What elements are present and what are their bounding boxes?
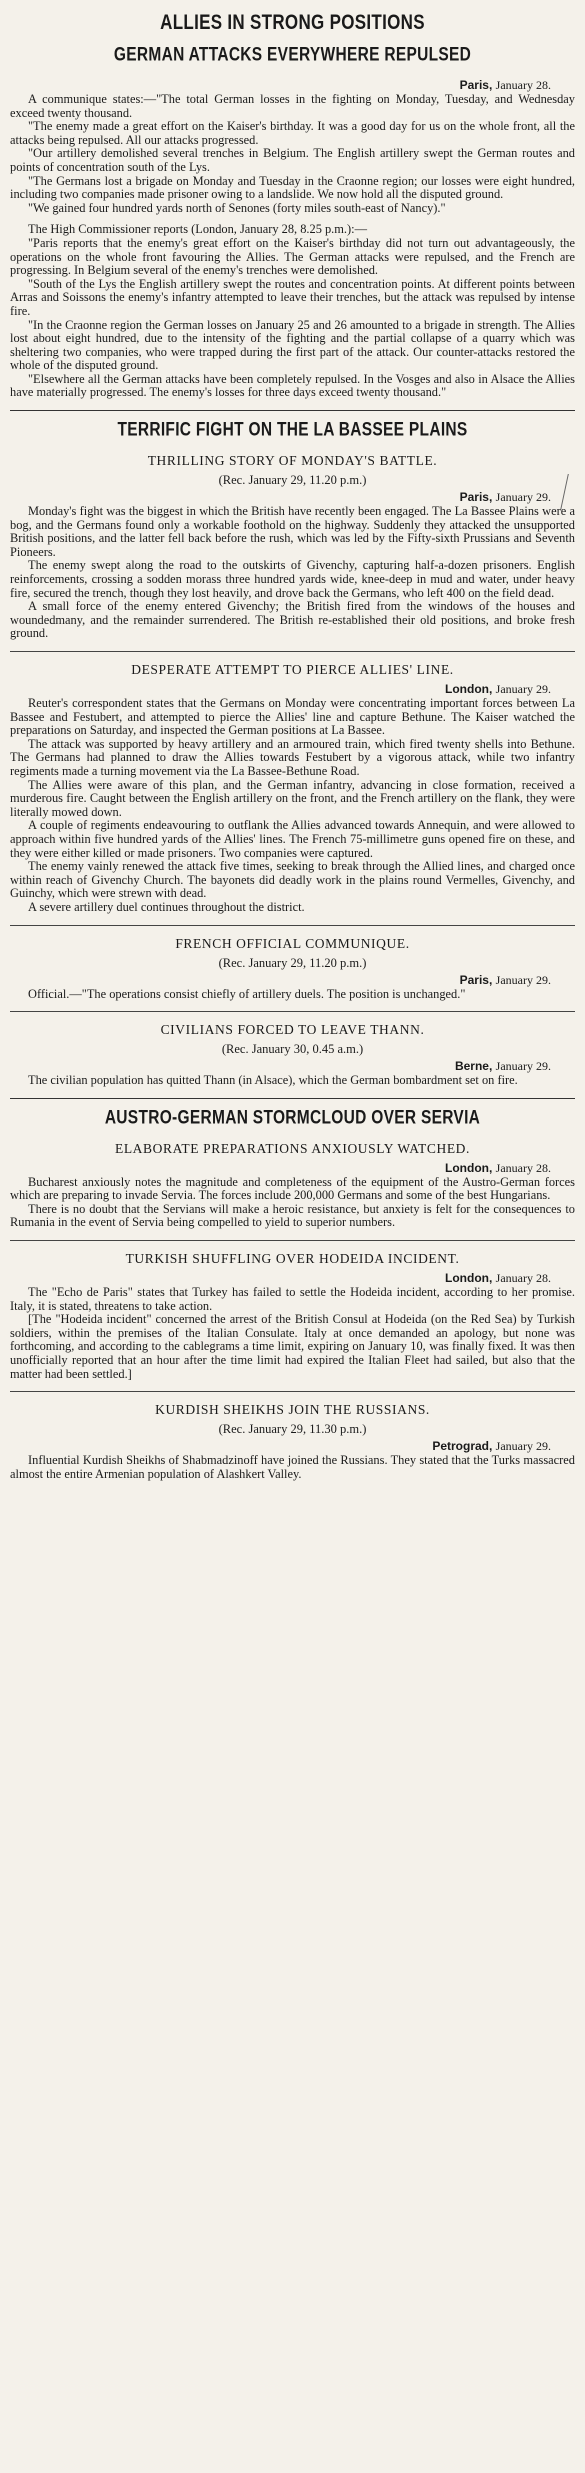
paragraph: A communique states:—"The total German losses in the fighting on Monday, Tuesday, and Wednesday exceed twenty thousand. (10, 92, 575, 120)
dateline-place: Berne, (454, 1059, 493, 1074)
divider (10, 1240, 575, 1241)
paragraph: The attack was supported by heavy artillery and an armoured train, which fired twenty shells into Bethune. The Germans had planned to draw the Allies towards Festubert by a vigorous attack, while two infantry regiments made a turning movement via the La Bassee-Bethune Road. (10, 736, 575, 778)
dateline-date: January 29. (495, 1439, 551, 1454)
received-time: (Rec. January 29, 11.20 p.m.) (218, 473, 367, 488)
subheadline: CIVILIANS FORCED TO LEAVE THANN. (160, 1022, 425, 1038)
paragraph: The enemy swept along the road to the outskirts of Givenchy, capturing half-a-dozen prisoners. English reinforcements, crossing a sodden morass three hundred yards wide, knee-deep in mud and water, under heavy fire, secured the trench, though they lost heavily, and drove back the Germans, who left 400 on the field dead. (10, 558, 575, 600)
section-german-attacks (10, 44, 575, 400)
paragraph: The enemy vainly renewed the attack five times, seeking to break through the Allied lines, and charged once within reach of Givenchy Church. The bayonets did deadly work in the plains round Vermelles, Givenchy, and Guinchy, which were strewn with dead. (10, 859, 575, 901)
paragraph: The civilian population has quitted Thann (in Alsace), which the German bombardment set on fire. (28, 1073, 518, 1088)
dateline-date: January 28. (495, 1271, 551, 1286)
dateline-place: London, (445, 1271, 493, 1286)
divider (10, 410, 575, 411)
headline: AUSTRO-GERMAN STORMCLOUD OVER SERVIA (104, 1106, 481, 1128)
dateline-place: Paris, (459, 78, 493, 92)
divider (10, 925, 575, 926)
divider (10, 1098, 575, 1099)
received-time: (Rec. January 30, 0.45 a.m.) (221, 1042, 364, 1057)
paragraph: Influential Kurdish Sheikhs of Shabmadzinoff have joined the Russians. They stated that the Turks massacred almost the entire Armenian population of Alashkert Valley. (10, 1453, 575, 1481)
dateline-place: London, (445, 682, 493, 696)
paragraph: "South of the Lys the English artillery swept the routes and concentration points. At different points between Arras and Soissons the enemy's infantry attempted to leave their trenches, but the attack was repulsed by intense fire. (10, 276, 575, 318)
subheadline: DESPERATE ATTEMPT TO PIERCE ALLIES' LINE. (131, 662, 454, 677)
paragraph: Monday's fight was the biggest in which the British have recently been engaged. The La Bassee Plains were a bog, and the Germans found only a workable foothold on the highway. Suddenly they attacked the unsupported British positions, and the latter fell back before the rush, which was led by the Fifty-sixth Prussians and Seventh Pioneers. (10, 504, 575, 559)
subheadline: KURDISH SHEIKHS JOIN THE RUSSIANS. (155, 1402, 430, 1418)
paragraph: The Allies were aware of this plan, and the German infantry, advancing in close formation, received a murderous fire. Caught between the English artillery on the front, and the French artillery on the flank, they were literally mowed down. (10, 777, 575, 819)
dateline (10, 1439, 575, 1454)
headline: GERMAN ATTACKS EVERYWHERE REPULSED (113, 44, 472, 66)
paragraph: "We gained four hundred yards north of Senones (forty miles south-east of Nancy)." (28, 200, 446, 215)
dateline-place: Paris, (459, 490, 493, 505)
dateline (10, 1271, 575, 1286)
received-time: (Rec. January 29, 11.20 p.m.) (218, 955, 367, 970)
paragraph: [The "Hodeida incident" concerned the arrest of the British Consul at Hodeida (on the Red Sea) by Turkish soldiers, within the premises of the Italian Consulate. Italy at once demanded an apology, but none was forthcoming, and according to the cablegrams a time limit, expiring on January 10, was finally fixed. It was then unofficially reported that an hour after the time limit had expired the Italian Fleet had sailed, but also that the matter had been settled.] (10, 1312, 575, 1381)
paragraph: A couple of regiments endeavouring to outflank the Allies advanced towards Annequin, and were allowed to approach within five hundred yards of the Allies' lines. The French 75-millimetre guns opened fire on these, and they were either killed or made prisoners. Two companies were captured. (10, 818, 575, 860)
divider (10, 1011, 575, 1012)
paragraph: A severe artillery duel continues throughout the district. (28, 899, 305, 914)
paragraph: "The Germans lost a brigade on Monday and Tuesday in the Craonne region; our losses were eight hundred, including two companies made prisoner owing to a landslide. We now hold all the disputed ground. (10, 173, 575, 202)
received-time: (Rec. January 29, 11.30 p.m.) (218, 1422, 367, 1437)
dateline (10, 973, 575, 988)
paragraph: The High Commissioner reports (London, January 28, 8.25 p.m.):— (28, 222, 367, 237)
subheadline: FRENCH OFFICIAL COMMUNIQUE. (175, 935, 410, 951)
dateline (10, 490, 575, 505)
section-la-bassee (10, 419, 575, 1088)
paragraph: Bucharest anxiously notes the magnitude and completeness of the equipment of the Austro-German forces which are preparing to invade Servia. The forces include 200,000 Germans and some of the best Hungarians. (10, 1174, 575, 1203)
paragraph: "Paris reports that the enemy's great effort on the Kaiser's birthday did not turn out advantageously, the operations on the whole front favouring the Allies. The German attacks were repulsed, and the French are progressing. In Belgium several of the enemy's trenches were demolished. (10, 235, 575, 278)
section-servia (10, 1107, 575, 1482)
paragraph: There is no doubt that the Servians will make a heroic resistance, but anxiety is felt for the consequences to Rumania in the event of Servia being compelled to yield to superior numbers. (10, 1201, 575, 1230)
subheadline: TURKISH SHUFFLING OVER HODEIDA INCIDENT. (125, 1251, 460, 1267)
newspaper-page (10, 0, 575, 1481)
dateline-date: January 28. (495, 78, 551, 92)
dateline-date: January 29. (495, 1059, 551, 1074)
paragraph: The "Echo de Paris" states that Turkey has failed to settle the Hodeida incident, according to her promise. Italy, it is stated, threatens to take action. (10, 1285, 575, 1313)
paragraph: Reuter's correspondent states that the Germans on Monday were concentrating important forces between La Bassee and Festubert, and attempted to pierce the Allies' line and capture Bethune. The Kaiser watched the preparations on Saturday, and inspected the German positions at La Bassee. (10, 696, 575, 738)
paragraph: "In the Craonne region the German losses on January 25 and 26 amounted to a brigade in strength. The Allies lost about eight hundred, due to the intensity of the fighting and the partial collapse of a quarry which was sheltering two companies, who were trapped during the first part of the attack. Our counter-attacks restored the whole of the disputed ground. (10, 317, 575, 373)
paragraph: "Elsewhere all the German attacks have been completely repulsed. In the Vosges and also in Alsace the Allies have materially progressed. The enemy's losses for three days exceed twenty thousand." (10, 371, 575, 400)
dateline-date: January 28. (495, 1160, 551, 1175)
dateline-date: January 29. (495, 682, 551, 696)
dateline (10, 682, 575, 697)
dateline (10, 1161, 575, 1176)
dateline-date: January 29. (495, 490, 551, 505)
paragraph: "The enemy made a great effort on the Kaiser's birthday. It was a good day for us on the whole front, all the attacks being repulsed. All our attacks progressed. (10, 119, 575, 147)
paragraph: "Our artillery demolished several trenches in Belgium. The English artillery swept the German routes and points of concentration south of the Lys. (10, 146, 575, 174)
paragraph: Official.—"The operations consist chiefly of artillery duels. The position is unchanged." (28, 986, 466, 1001)
subheadline: ELABORATE PREPARATIONS ANXIOUSLY WATCHED. (114, 1140, 471, 1156)
dateline (10, 78, 575, 93)
dateline-place: Paris, (459, 972, 493, 987)
paragraph: A small force of the enemy entered Givenchy; the British fired from the windows of the houses and woundedmany, and the remainder surrendered. The British re-established their old positions, and broke fresh ground. (10, 599, 575, 641)
main-title: ALLIES IN STRONG POSITIONS (160, 10, 425, 34)
divider (10, 1391, 575, 1392)
dateline-place: London, (445, 1160, 493, 1175)
headline: TERRIFIC FIGHT ON THE LA BASSEE PLAINS (117, 419, 468, 441)
divider (10, 651, 575, 652)
subheadline: THRILLING STORY OF MONDAY'S BATTLE. (147, 453, 438, 469)
dateline-place: Petrograd, (432, 1439, 493, 1454)
dateline (10, 1059, 575, 1074)
dateline-date: January 29. (495, 972, 551, 987)
